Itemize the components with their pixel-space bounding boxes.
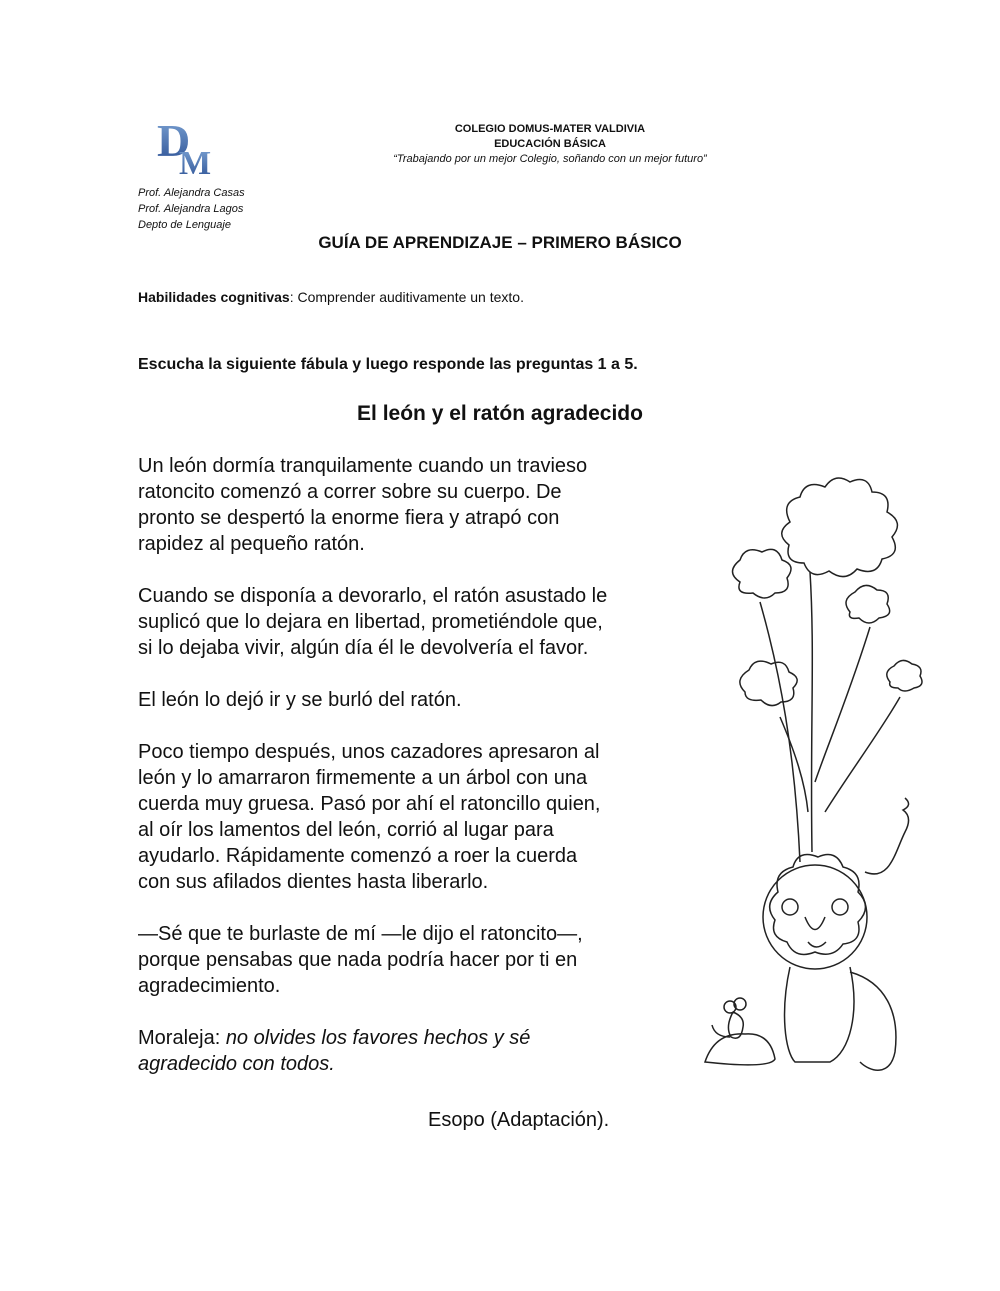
guide-title: GUÍA DE APRENDIZAJE – PRIMERO BÁSICO [318, 233, 682, 252]
fable-title: El león y el ratón agradecido [357, 402, 643, 425]
instruction: Escucha la siguiente fábula y luego responde las preguntas 1 a 5. [138, 356, 638, 373]
skills-text: : Comprender auditivamente un texto. [289, 289, 524, 305]
tree-icon [733, 478, 923, 862]
skills-label: Habilidades cognitivas [138, 289, 290, 305]
department: Depto de Lenguaje [138, 219, 231, 231]
fable-body [138, 453, 698, 1103]
school-motto: “Trabajando por un mejor Colegio, soñando con un mejor futuro” [393, 153, 707, 165]
skills-line [138, 289, 524, 305]
school-logo [155, 116, 225, 178]
paragraph: Un león dormía tranquilamente cuando un travieso ratoncito comenzó a correr sobre su cuerpo. De pronto se despertó la enorme fiera y atrapó con rapidez al pequeño ratón. [138, 455, 588, 555]
school-name: COLEGIO DOMUS-MATER VALDIVIA [454, 123, 646, 135]
svg-text:M: M [179, 145, 212, 178]
school-header [380, 122, 720, 167]
paragraph: Poco tiempo después, unos cazadores apresaron al león y lo amarraron firmemente a un árbol con una cuerda muy gruesa. Pasó por ahí el ratoncillo quien, al oír los lamentos del león, corrió al lugar para ayudarlo. Rápidamente comenzó a roer la cuerda con sus afilados dientes hasta liberarlo. [138, 741, 601, 893]
lion-tree-illustration [700, 452, 970, 1102]
moral: Moraleja: no olvides los favores hechos y sé agradecido con todos. [138, 1027, 531, 1075]
paragraph: —Sé que te burlaste de mí —le dijo el ratoncito—, porque pensabas que nada podría hacer por ti en agradecimiento. [138, 923, 583, 997]
teacher-1: Prof. Alejandra Casas [138, 187, 245, 199]
paragraph: El león lo dejó ir y se burló del ratón. [138, 689, 462, 711]
author-credit: Esopo (Adaptación). [428, 1109, 610, 1131]
teacher-2: Prof. Alejandra Lagos [138, 203, 244, 215]
teacher-list [138, 185, 245, 233]
school-level: EDUCACIÓN BÁSICA [494, 138, 606, 150]
mouse-icon [705, 998, 775, 1065]
moral-label: Moraleja: [138, 1027, 226, 1049]
svg-text:D: D [157, 116, 191, 166]
lion-icon [763, 798, 909, 1070]
paragraph: Cuando se disponía a devorarlo, el ratón asustado le suplicó que lo dejara en libertad, prometiéndole que, si lo dejaba vivir, algún día él le devolvería el favor. [138, 585, 608, 659]
